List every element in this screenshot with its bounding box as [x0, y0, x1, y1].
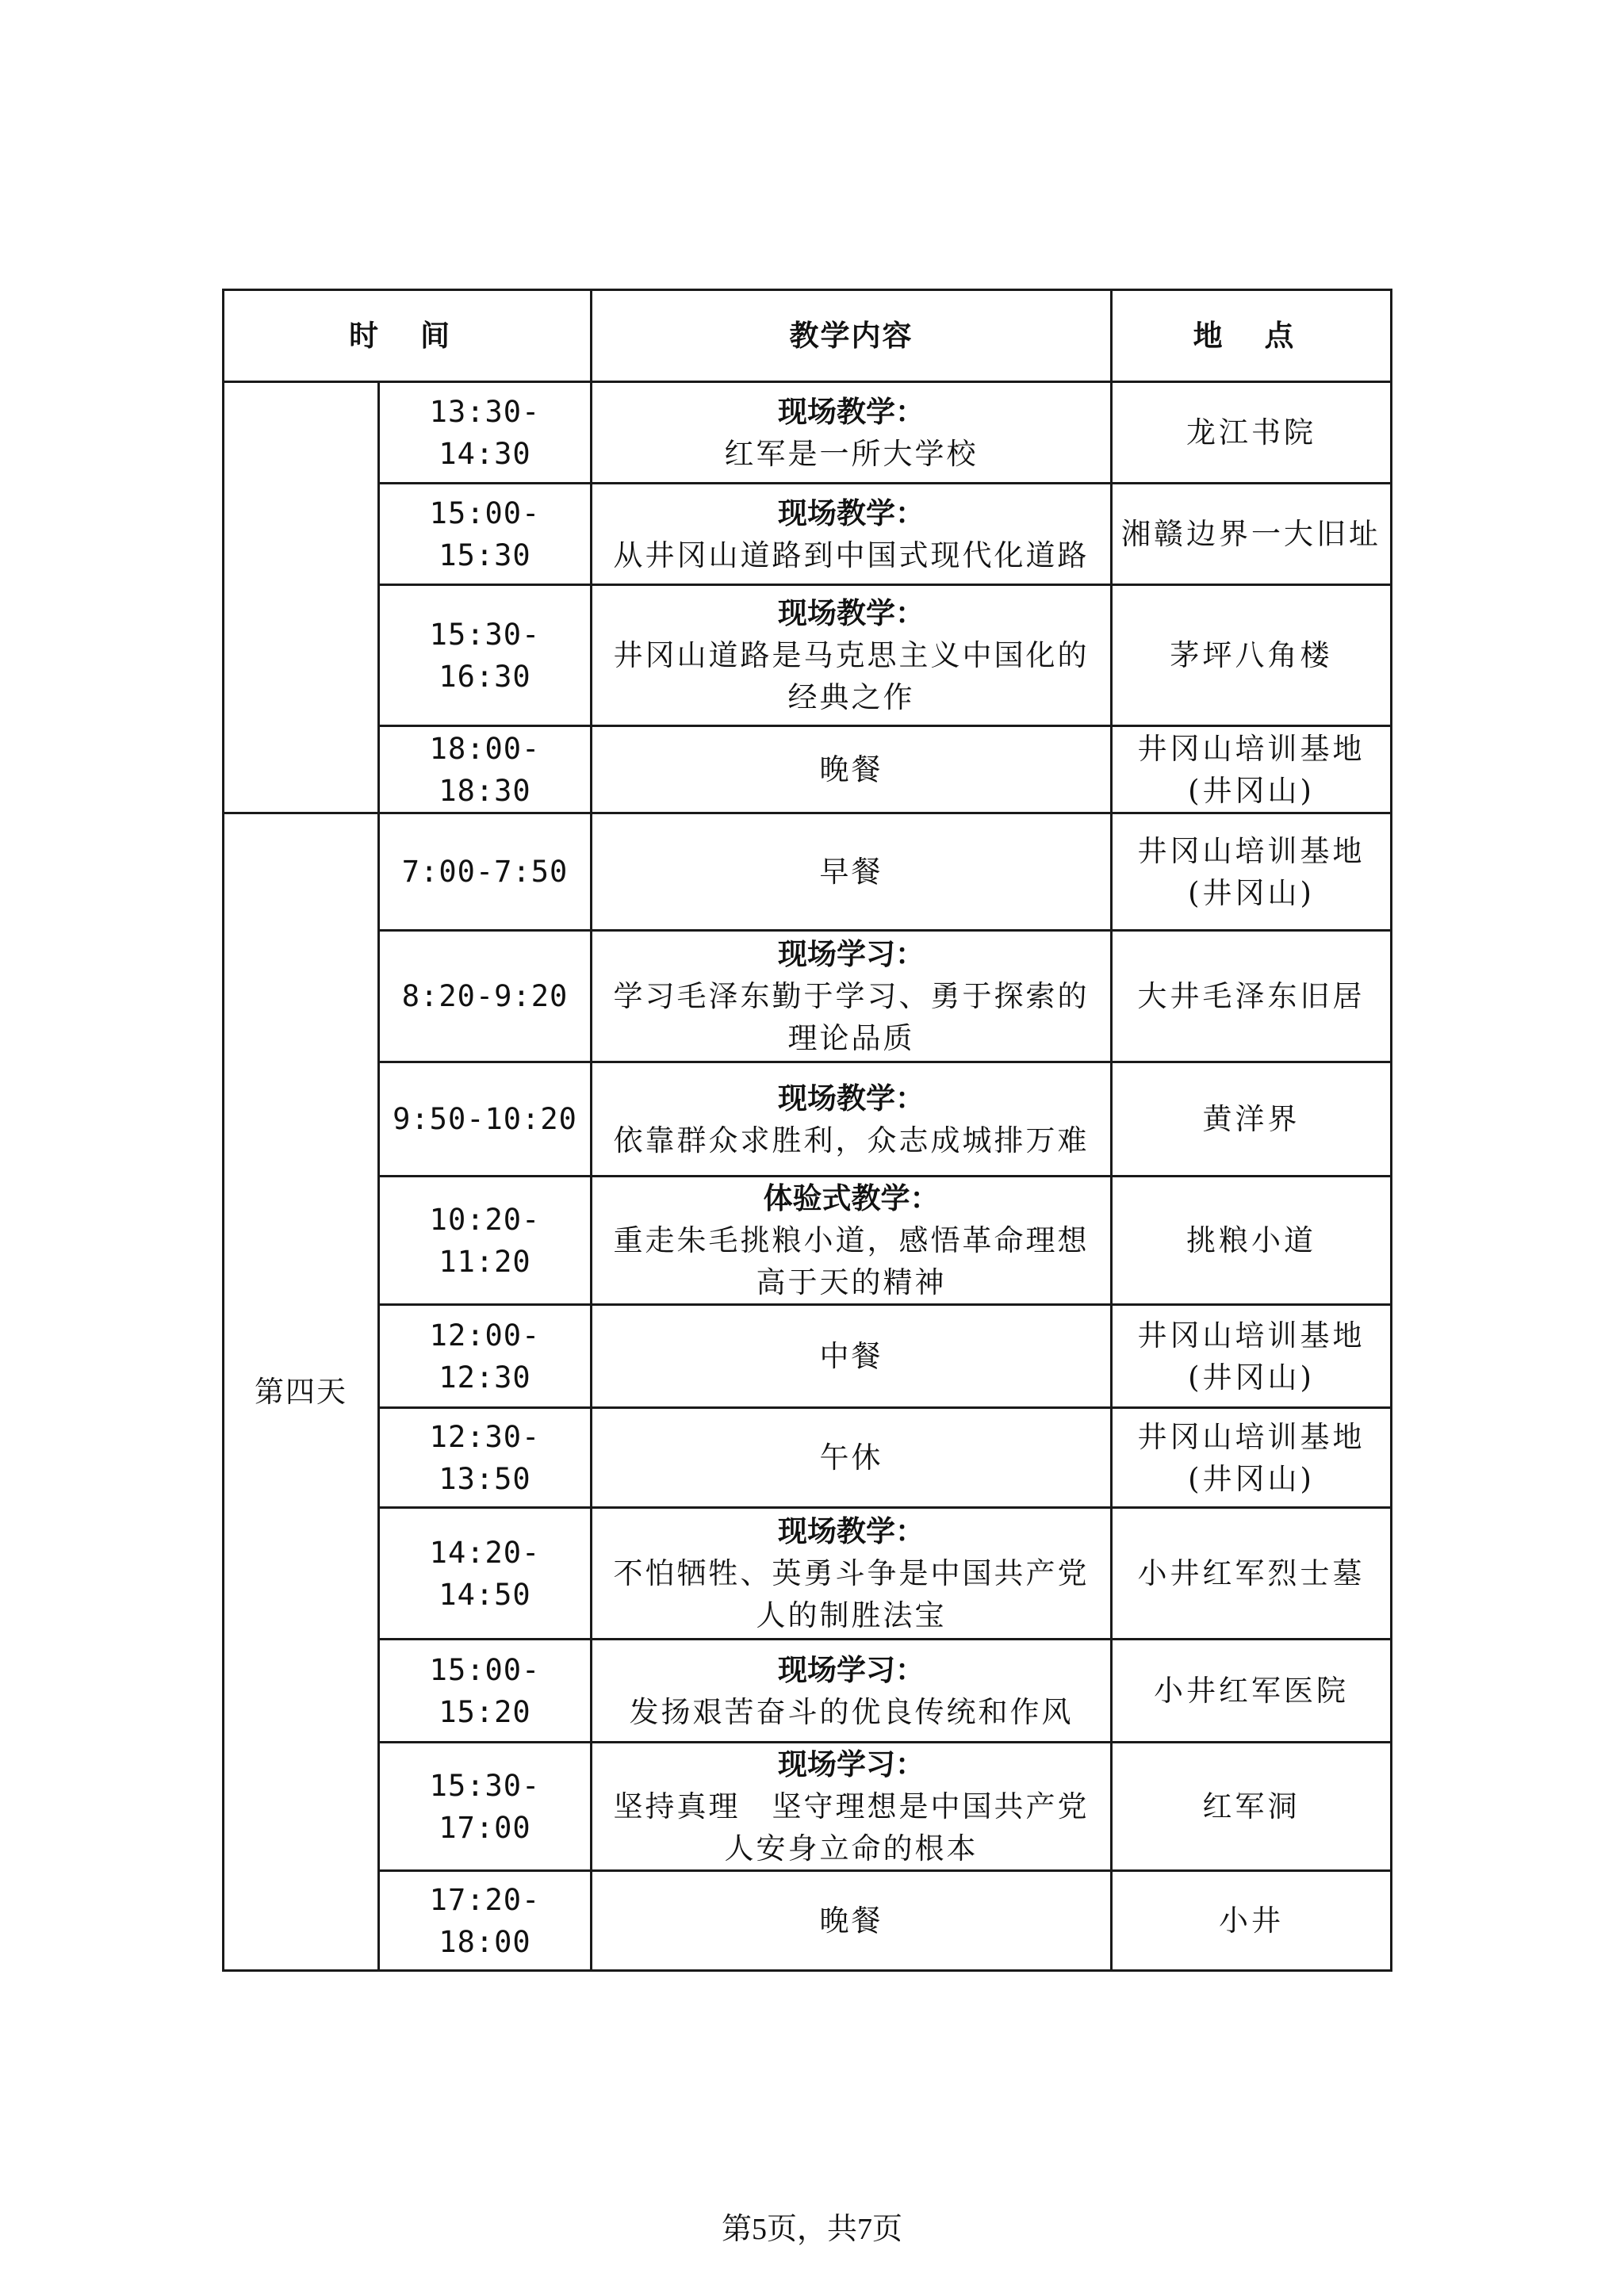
content-description: 不怕牺牲、英勇斗争是中国共产党人的制胜法宝	[613, 1556, 1090, 1632]
time-cell: 18:00-18:30	[379, 726, 592, 813]
page-footer: 第5页，共7页	[721, 2213, 902, 2246]
content-cell	[592, 382, 1112, 484]
schedule-table	[222, 289, 1392, 1972]
content-heading: 现场教学：	[778, 595, 925, 630]
content-description: 依靠群众求胜利，众志成城排万难	[613, 1123, 1090, 1158]
content-description: 晚餐	[819, 1904, 883, 1938]
location-cell: 小井	[1112, 1871, 1392, 1971]
content-heading: 现场教学：	[778, 1513, 925, 1548]
content-heading: 现场教学：	[778, 393, 925, 429]
location-cell: 红军洞	[1112, 1743, 1392, 1871]
content-description: 学习毛泽东勤于学习、勇于探索的理论品质	[613, 979, 1090, 1055]
location-cell: 井冈山培训基地(井冈山)	[1112, 1408, 1392, 1508]
time-cell: 15:30-16:30	[379, 585, 592, 726]
schedule-row	[224, 382, 1392, 484]
schedule-row	[224, 1640, 1392, 1743]
time-cell: 15:00-15:30	[379, 484, 592, 585]
schedule-row	[224, 1062, 1392, 1177]
schedule-row	[224, 1508, 1392, 1640]
content-cell	[592, 1871, 1112, 1971]
content-cell	[592, 484, 1112, 585]
content-description: 午休	[819, 1441, 883, 1475]
schedule-row	[224, 585, 1392, 726]
header-location: 地 点	[1112, 290, 1392, 382]
time-cell: 8:20-9:20	[379, 931, 592, 1062]
time-cell: 12:00-12:30	[379, 1305, 592, 1408]
schedule-row	[224, 1871, 1392, 1971]
time-cell: 10:20-11:20	[379, 1177, 592, 1305]
content-cell	[592, 813, 1112, 931]
schedule-row	[224, 1177, 1392, 1305]
content-cell	[592, 585, 1112, 726]
schedule-row	[224, 1743, 1392, 1871]
content-cell	[592, 1177, 1112, 1305]
content-heading: 现场学习：	[778, 1651, 925, 1687]
content-description: 重走朱毛挑粮小道，感悟革命理想高于天的精神	[613, 1223, 1090, 1299]
content-cell	[592, 1408, 1112, 1508]
day-cell: 第四天	[224, 813, 379, 1971]
schedule-row	[224, 813, 1392, 931]
content-cell	[592, 726, 1112, 813]
time-cell: 15:00-15:20	[379, 1640, 592, 1743]
header-time: 时 间	[224, 290, 592, 382]
content-heading: 现场学习：	[778, 1747, 925, 1781]
content-description: 早餐	[819, 855, 883, 889]
content-cell	[592, 1508, 1112, 1640]
header-row	[224, 290, 1392, 382]
time-cell: 7:00-7:50	[379, 813, 592, 931]
day-cell-continued	[224, 382, 379, 813]
location-cell: 湘赣边界一大旧址	[1112, 484, 1392, 585]
time-cell: 12:30-13:50	[379, 1408, 592, 1508]
schedule-row	[224, 484, 1392, 585]
time-cell: 14:20-14:50	[379, 1508, 592, 1640]
content-heading: 现场学习：	[778, 936, 925, 971]
location-cell: 大井毛泽东旧居	[1112, 931, 1392, 1062]
content-cell	[592, 1640, 1112, 1743]
schedule-row	[224, 726, 1392, 813]
location-cell: 小井红军医院	[1112, 1640, 1392, 1743]
location-cell: 茅坪八角楼	[1112, 585, 1392, 726]
time-cell: 15:30-17:00	[379, 1743, 592, 1871]
content-description: 晚餐	[819, 752, 883, 786]
schedule-row	[224, 931, 1392, 1062]
content-cell	[592, 931, 1112, 1062]
location-cell: 小井红军烈士墓	[1112, 1508, 1392, 1640]
schedule-body	[224, 382, 1392, 1971]
content-heading: 体验式教学：	[763, 1181, 940, 1215]
content-heading: 现场教学：	[778, 495, 925, 530]
content-cell	[592, 1743, 1112, 1871]
content-heading: 现场教学：	[778, 1080, 925, 1115]
header-content: 教学内容	[592, 290, 1112, 382]
location-cell: 井冈山培训基地(井冈山)	[1112, 726, 1392, 813]
location-cell: 黄洋界	[1112, 1062, 1392, 1177]
schedule-row	[224, 1408, 1392, 1508]
time-cell: 9:50-10:20	[379, 1062, 592, 1177]
content-description: 从井冈山道路到中国式现代化道路	[613, 538, 1090, 572]
location-cell: 龙江书院	[1112, 382, 1392, 484]
time-cell: 17:20-18:00	[379, 1871, 592, 1971]
content-description: 中餐	[819, 1339, 883, 1373]
content-description: 坚持真理 坚守理想是中国共产党人安身立命的根本	[613, 1789, 1090, 1866]
location-cell: 挑粮小道	[1112, 1177, 1392, 1305]
location-cell: 井冈山培训基地(井冈山)	[1112, 813, 1392, 931]
content-description: 红军是一所大学校	[724, 436, 979, 471]
schedule-row	[224, 1305, 1392, 1408]
content-description: 井冈山道路是马克思主义中国化的经典之作	[613, 638, 1090, 714]
location-cell: 井冈山培训基地(井冈山)	[1112, 1305, 1392, 1408]
time-cell: 13:30-14:30	[379, 382, 592, 484]
content-cell	[592, 1062, 1112, 1177]
content-cell	[592, 1305, 1112, 1408]
content-description: 发扬艰苦奋斗的优良传统和作风	[629, 1694, 1074, 1729]
